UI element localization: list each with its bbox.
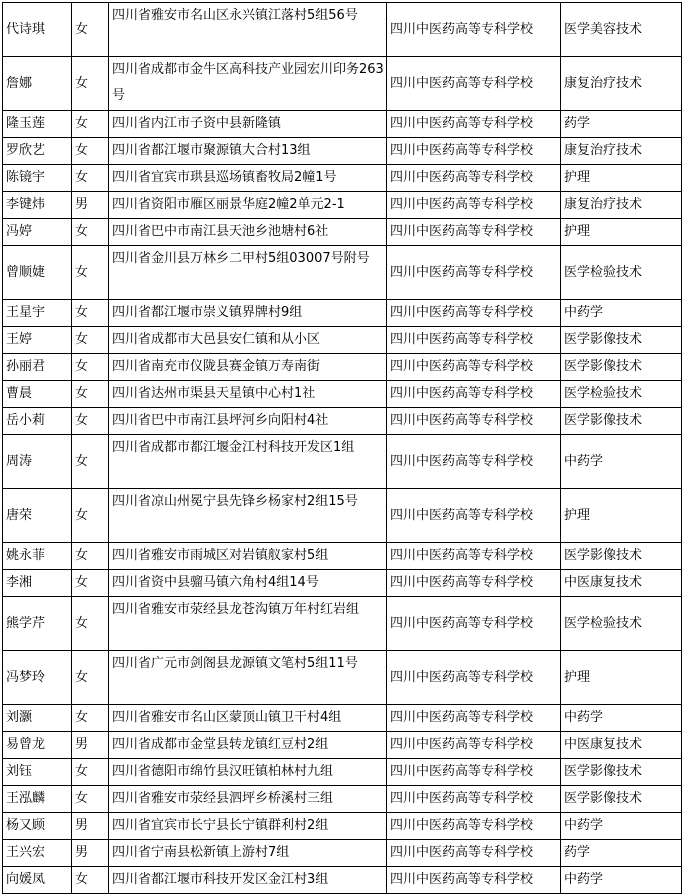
address-cell: 四川省都江堰市科技开发区金江村3组 xyxy=(109,867,387,894)
school-cell: 四川中医药高等专科学校 xyxy=(387,246,561,300)
address-cell: 四川省资中县骝马镇六角村4组14号 xyxy=(109,570,387,597)
gender-cell: 女 xyxy=(72,165,109,192)
student-name-cell: 詹娜 xyxy=(3,57,72,111)
table-row xyxy=(3,840,682,867)
roster-body xyxy=(3,3,682,894)
table-row xyxy=(3,3,682,57)
major-cell: 医学影像技术 xyxy=(561,786,682,813)
table-row xyxy=(3,759,682,786)
major-cell: 中医康复技术 xyxy=(561,570,682,597)
table-row xyxy=(3,597,682,651)
table-row xyxy=(3,354,682,381)
address-cell: 四川省广元市剑阁县龙源镇文笔村5组11号 xyxy=(109,651,387,705)
school-cell: 四川中医药高等专科学校 xyxy=(387,786,561,813)
school-cell: 四川中医药高等专科学校 xyxy=(387,354,561,381)
gender-cell: 女 xyxy=(72,57,109,111)
student-name-cell: 岳小莉 xyxy=(3,408,72,435)
student-name-cell: 熊学芹 xyxy=(3,597,72,651)
address-cell: 四川省雅安市名山区蒙顶山镇卫干村4组 xyxy=(109,705,387,732)
student-name-cell: 曹晨 xyxy=(3,381,72,408)
table-row xyxy=(3,138,682,165)
address-cell: 四川省都江堰市聚源镇大合村13组 xyxy=(109,138,387,165)
student-name-cell: 陈镜宇 xyxy=(3,165,72,192)
school-cell: 四川中医药高等专科学校 xyxy=(387,192,561,219)
gender-cell: 女 xyxy=(72,435,109,489)
major-cell: 中医康复技术 xyxy=(561,732,682,759)
school-cell: 四川中医药高等专科学校 xyxy=(387,489,561,543)
gender-cell: 女 xyxy=(72,543,109,570)
major-cell: 康复治疗技术 xyxy=(561,192,682,219)
major-cell: 医学检验技术 xyxy=(561,597,682,651)
school-cell: 四川中医药高等专科学校 xyxy=(387,57,561,111)
table-row xyxy=(3,705,682,732)
school-cell: 四川中医药高等专科学校 xyxy=(387,381,561,408)
major-cell: 药学 xyxy=(561,840,682,867)
school-cell: 四川中医药高等专科学校 xyxy=(387,705,561,732)
gender-cell: 女 xyxy=(72,570,109,597)
address-cell: 四川省金川县万林乡二甲村5组03007号附号 xyxy=(109,246,387,300)
student-name-cell: 代诗琪 xyxy=(3,3,72,57)
major-cell: 药学 xyxy=(561,111,682,138)
student-name-cell: 冯婷 xyxy=(3,219,72,246)
student-name-cell: 孙丽君 xyxy=(3,354,72,381)
address-cell: 四川省成都市金堂县转龙镇红豆村2组 xyxy=(109,732,387,759)
student-roster-table xyxy=(2,2,682,894)
school-cell: 四川中医药高等专科学校 xyxy=(387,570,561,597)
table-row xyxy=(3,408,682,435)
school-cell: 四川中医药高等专科学校 xyxy=(387,327,561,354)
student-name-cell: 王兴宏 xyxy=(3,840,72,867)
major-cell: 护理 xyxy=(561,219,682,246)
major-cell: 医学影像技术 xyxy=(561,354,682,381)
student-name-cell: 冯梦玲 xyxy=(3,651,72,705)
address-cell: 四川省雅安市荥经县泗坪乡桥溪村三组 xyxy=(109,786,387,813)
table-row xyxy=(3,867,682,894)
school-cell: 四川中医药高等专科学校 xyxy=(387,165,561,192)
table-row xyxy=(3,327,682,354)
student-name-cell: 王泓麟 xyxy=(3,786,72,813)
address-cell: 四川省成都市都江堰金江村科技开发区1组 xyxy=(109,435,387,489)
major-cell: 康复治疗技术 xyxy=(561,138,682,165)
table-row xyxy=(3,219,682,246)
major-cell: 医学影像技术 xyxy=(561,327,682,354)
gender-cell: 女 xyxy=(72,354,109,381)
table-row xyxy=(3,732,682,759)
school-cell: 四川中医药高等专科学校 xyxy=(387,219,561,246)
school-cell: 四川中医药高等专科学校 xyxy=(387,3,561,57)
table-row xyxy=(3,300,682,327)
major-cell: 中药学 xyxy=(561,813,682,840)
student-name-cell: 李湘 xyxy=(3,570,72,597)
gender-cell: 女 xyxy=(72,759,109,786)
student-name-cell: 易曾龙 xyxy=(3,732,72,759)
table-row xyxy=(3,381,682,408)
major-cell: 中药学 xyxy=(561,435,682,489)
table-row xyxy=(3,786,682,813)
major-cell: 中药学 xyxy=(561,705,682,732)
student-name-cell: 唐荣 xyxy=(3,489,72,543)
gender-cell: 女 xyxy=(72,489,109,543)
school-cell: 四川中医药高等专科学校 xyxy=(387,813,561,840)
table-row xyxy=(3,813,682,840)
school-cell: 四川中医药高等专科学校 xyxy=(387,408,561,435)
address-cell: 四川省德阳市绵竹县汉旺镇柏林村九组 xyxy=(109,759,387,786)
gender-cell: 女 xyxy=(72,246,109,300)
major-cell: 护理 xyxy=(561,489,682,543)
address-cell: 四川省雅安市名山区永兴镇江落村5组56号 xyxy=(109,3,387,57)
address-cell: 四川省成都市大邑县安仁镇和从小区 xyxy=(109,327,387,354)
school-cell: 四川中医药高等专科学校 xyxy=(387,435,561,489)
gender-cell: 男 xyxy=(72,732,109,759)
table-row xyxy=(3,111,682,138)
student-name-cell: 李键炜 xyxy=(3,192,72,219)
table-row xyxy=(3,570,682,597)
address-cell: 四川省南充市仪陇县赛金镇万寿南街 xyxy=(109,354,387,381)
school-cell: 四川中医药高等专科学校 xyxy=(387,651,561,705)
student-name-cell: 刘灏 xyxy=(3,705,72,732)
address-cell: 四川省宜宾市长宁县长宁镇群利村2组 xyxy=(109,813,387,840)
school-cell: 四川中医药高等专科学校 xyxy=(387,597,561,651)
gender-cell: 女 xyxy=(72,219,109,246)
gender-cell: 女 xyxy=(72,138,109,165)
student-name-cell: 杨又顾 xyxy=(3,813,72,840)
school-cell: 四川中医药高等专科学校 xyxy=(387,759,561,786)
major-cell: 康复治疗技术 xyxy=(561,57,682,111)
table-row xyxy=(3,543,682,570)
gender-cell: 男 xyxy=(72,813,109,840)
gender-cell: 女 xyxy=(72,381,109,408)
major-cell: 医学美容技术 xyxy=(561,3,682,57)
table-row xyxy=(3,246,682,300)
major-cell: 医学检验技术 xyxy=(561,246,682,300)
gender-cell: 男 xyxy=(72,840,109,867)
gender-cell: 男 xyxy=(72,192,109,219)
gender-cell: 女 xyxy=(72,651,109,705)
student-name-cell: 王星宇 xyxy=(3,300,72,327)
gender-cell: 女 xyxy=(72,3,109,57)
address-cell: 四川省宜宾市珙县巡场镇畜牧局2幢1号 xyxy=(109,165,387,192)
gender-cell: 女 xyxy=(72,327,109,354)
school-cell: 四川中医药高等专科学校 xyxy=(387,732,561,759)
major-cell: 医学检验技术 xyxy=(561,381,682,408)
major-cell: 中药学 xyxy=(561,867,682,894)
major-cell: 医学影像技术 xyxy=(561,543,682,570)
major-cell: 医学影像技术 xyxy=(561,408,682,435)
gender-cell: 女 xyxy=(72,597,109,651)
address-cell: 四川省巴中市南江县坪河乡向阳村4社 xyxy=(109,408,387,435)
address-cell: 四川省凉山州冕宁县先锋乡杨家村2组15号 xyxy=(109,489,387,543)
table-row xyxy=(3,651,682,705)
address-cell: 四川省宁南县松新镇上游村7组 xyxy=(109,840,387,867)
student-name-cell: 向媛凤 xyxy=(3,867,72,894)
student-name-cell: 曾顺婕 xyxy=(3,246,72,300)
student-name-cell: 刘钰 xyxy=(3,759,72,786)
gender-cell: 女 xyxy=(72,408,109,435)
student-name-cell: 隆玉莲 xyxy=(3,111,72,138)
address-cell: 四川省雅安市雨城区对岩镇舣家村5组 xyxy=(109,543,387,570)
student-name-cell: 姚永菲 xyxy=(3,543,72,570)
school-cell: 四川中医药高等专科学校 xyxy=(387,138,561,165)
school-cell: 四川中医药高等专科学校 xyxy=(387,111,561,138)
address-cell: 四川省巴中市南江县天池乡池塘村6社 xyxy=(109,219,387,246)
school-cell: 四川中医药高等专科学校 xyxy=(387,543,561,570)
address-cell: 四川省内江市子资中县新隆镇 xyxy=(109,111,387,138)
student-name-cell: 罗欣艺 xyxy=(3,138,72,165)
table-row xyxy=(3,192,682,219)
major-cell: 医学影像技术 xyxy=(561,759,682,786)
student-name-cell: 王婷 xyxy=(3,327,72,354)
gender-cell: 女 xyxy=(72,867,109,894)
major-cell: 中药学 xyxy=(561,300,682,327)
school-cell: 四川中医药高等专科学校 xyxy=(387,300,561,327)
table-row xyxy=(3,165,682,192)
gender-cell: 女 xyxy=(72,705,109,732)
student-name-cell: 周涛 xyxy=(3,435,72,489)
address-cell: 四川省雅安市荥经县龙苍沟镇万年村红岩组 xyxy=(109,597,387,651)
major-cell: 护理 xyxy=(561,651,682,705)
gender-cell: 女 xyxy=(72,786,109,813)
table-row xyxy=(3,57,682,111)
address-cell: 四川省成都市金牛区高科技产业园宏川印务263号 xyxy=(109,57,387,111)
table-row xyxy=(3,489,682,543)
address-cell: 四川省达州市渠县天星镇中心村1社 xyxy=(109,381,387,408)
gender-cell: 女 xyxy=(72,111,109,138)
address-cell: 四川省都江堰市崇义镇界牌村9组 xyxy=(109,300,387,327)
major-cell: 护理 xyxy=(561,165,682,192)
address-cell: 四川省资阳市雁区丽景华庭2幢2单元2-1 xyxy=(109,192,387,219)
gender-cell: 女 xyxy=(72,300,109,327)
table-row xyxy=(3,435,682,489)
school-cell: 四川中医药高等专科学校 xyxy=(387,867,561,894)
school-cell: 四川中医药高等专科学校 xyxy=(387,840,561,867)
